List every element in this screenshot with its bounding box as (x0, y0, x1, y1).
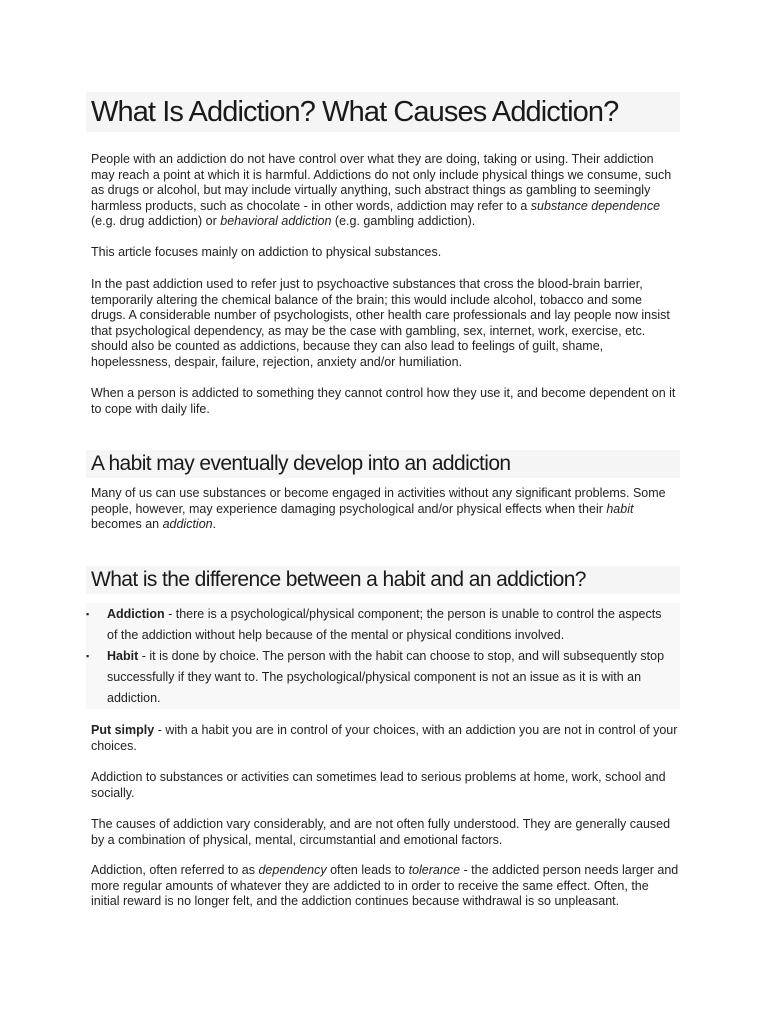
intro-text-3: (e.g. gambling addiction). (331, 214, 476, 229)
dependency-text-3: - the addicted person needs larger and more regular amounts of whatever they are addicted to in order to receive the same effect. Often, the initial reward is no longer felt, and the addiction continues because withdrawal is so unpleasant. (91, 863, 679, 909)
habit-text-2: becomes an (91, 517, 163, 532)
addiction-term: addiction (162, 517, 213, 532)
dependency-paragraph (91, 863, 680, 910)
intro-text-2: (e.g. drug addiction) or (91, 214, 221, 229)
problems-paragraph: Addiction to substances or activities can sometimes lead to serious problems at home, work, school and socially. (91, 770, 666, 800)
dependency-text-2: often leads to (326, 863, 409, 877)
put-simply-text: - with a habit you are in control of your choices, with an addiction you are not in control of your choices. (91, 723, 678, 753)
behavioral-addiction-term: behavioral addiction (220, 214, 332, 229)
substance-dependence-term: substance dependence (530, 198, 661, 213)
list-item-text: - there is a psychological/physical component; the person is unable to control the aspects of the addiction without help because of the mental or physical conditions involved. (107, 607, 662, 642)
focus-paragraph: This article focuses mainly on addiction to physical substances. (91, 245, 442, 259)
control-paragraph: When a person is addicted to something they cannot control how they use it, and become dependent on it to cope with daily life. (91, 386, 676, 416)
list-item-term: Habit (107, 649, 139, 663)
page-title: What Is Addiction? What Causes Addiction? (86, 92, 680, 132)
put-simply-term: Put simply (91, 723, 155, 737)
bullet-square-icon: ▪ (86, 651, 90, 661)
habit-text-1: Many of us can use substances or become engaged in activities without any significant problems. Some people, however, may experience damaging psychological and/or physical effects when their (91, 486, 666, 516)
dependency-term: dependency (258, 863, 327, 877)
intro-text-1: People with an addiction do not have control over what they are doing, taking or using. Their addiction may reach a point at which it is harmful. Addictions do not only include physical things we consume, such as drugs or alcohol, but may include virtually anything, such abstract things as gambling to seemingly harmless products, such as chocolate - in other words, addiction may refer to a (91, 152, 672, 213)
habit-term: habit (606, 501, 634, 516)
causes-paragraph: The causes of addiction vary considerably, and are not often fully understood. They are generally caused by a combination of physical, mental, circumstantial and emotional factors. (91, 817, 671, 847)
tolerance-term: tolerance (408, 863, 461, 877)
list-item-body (107, 604, 675, 646)
habit-section-heading: A habit may eventually develop into an addiction (86, 450, 680, 478)
past-paragraph: In the past addiction used to refer just to psychoactive substances that cross the blood-brain barrier, temporarily altering the chemical balance of the brain; this would include alcohol, tobacco and some drugs. A considerable number of psychologists, other health care professionals and lay people now insist that psychological dependency, as may be the case with gambling, sex, internet, work, exercise, etc. should also be counted as addictions, because they can also lead to feelings of guilt, shame, hopelessness, despair, failure, rejection, anxiety and/or humiliation. (91, 277, 670, 369)
put-simply-paragraph (91, 723, 680, 754)
difference-section-heading: What is the difference between a habit and an addiction? (86, 566, 680, 594)
bullet-square-icon: ▪ (86, 609, 90, 619)
habit-text-3: . (212, 517, 217, 532)
list-item-term: Addiction (107, 607, 165, 621)
habit-paragraph (91, 486, 680, 533)
list-item-text: - it is done by choice. The person with the habit can choose to stop, and will subsequently stop successfully if they want to. The psychological/physical component is not an issue as it is with an addiction. (107, 649, 665, 705)
difference-list (86, 603, 680, 709)
list-item-body (107, 646, 675, 709)
intro-paragraph (91, 152, 680, 230)
dependency-text-1: Addiction, often referred to as (91, 863, 259, 877)
